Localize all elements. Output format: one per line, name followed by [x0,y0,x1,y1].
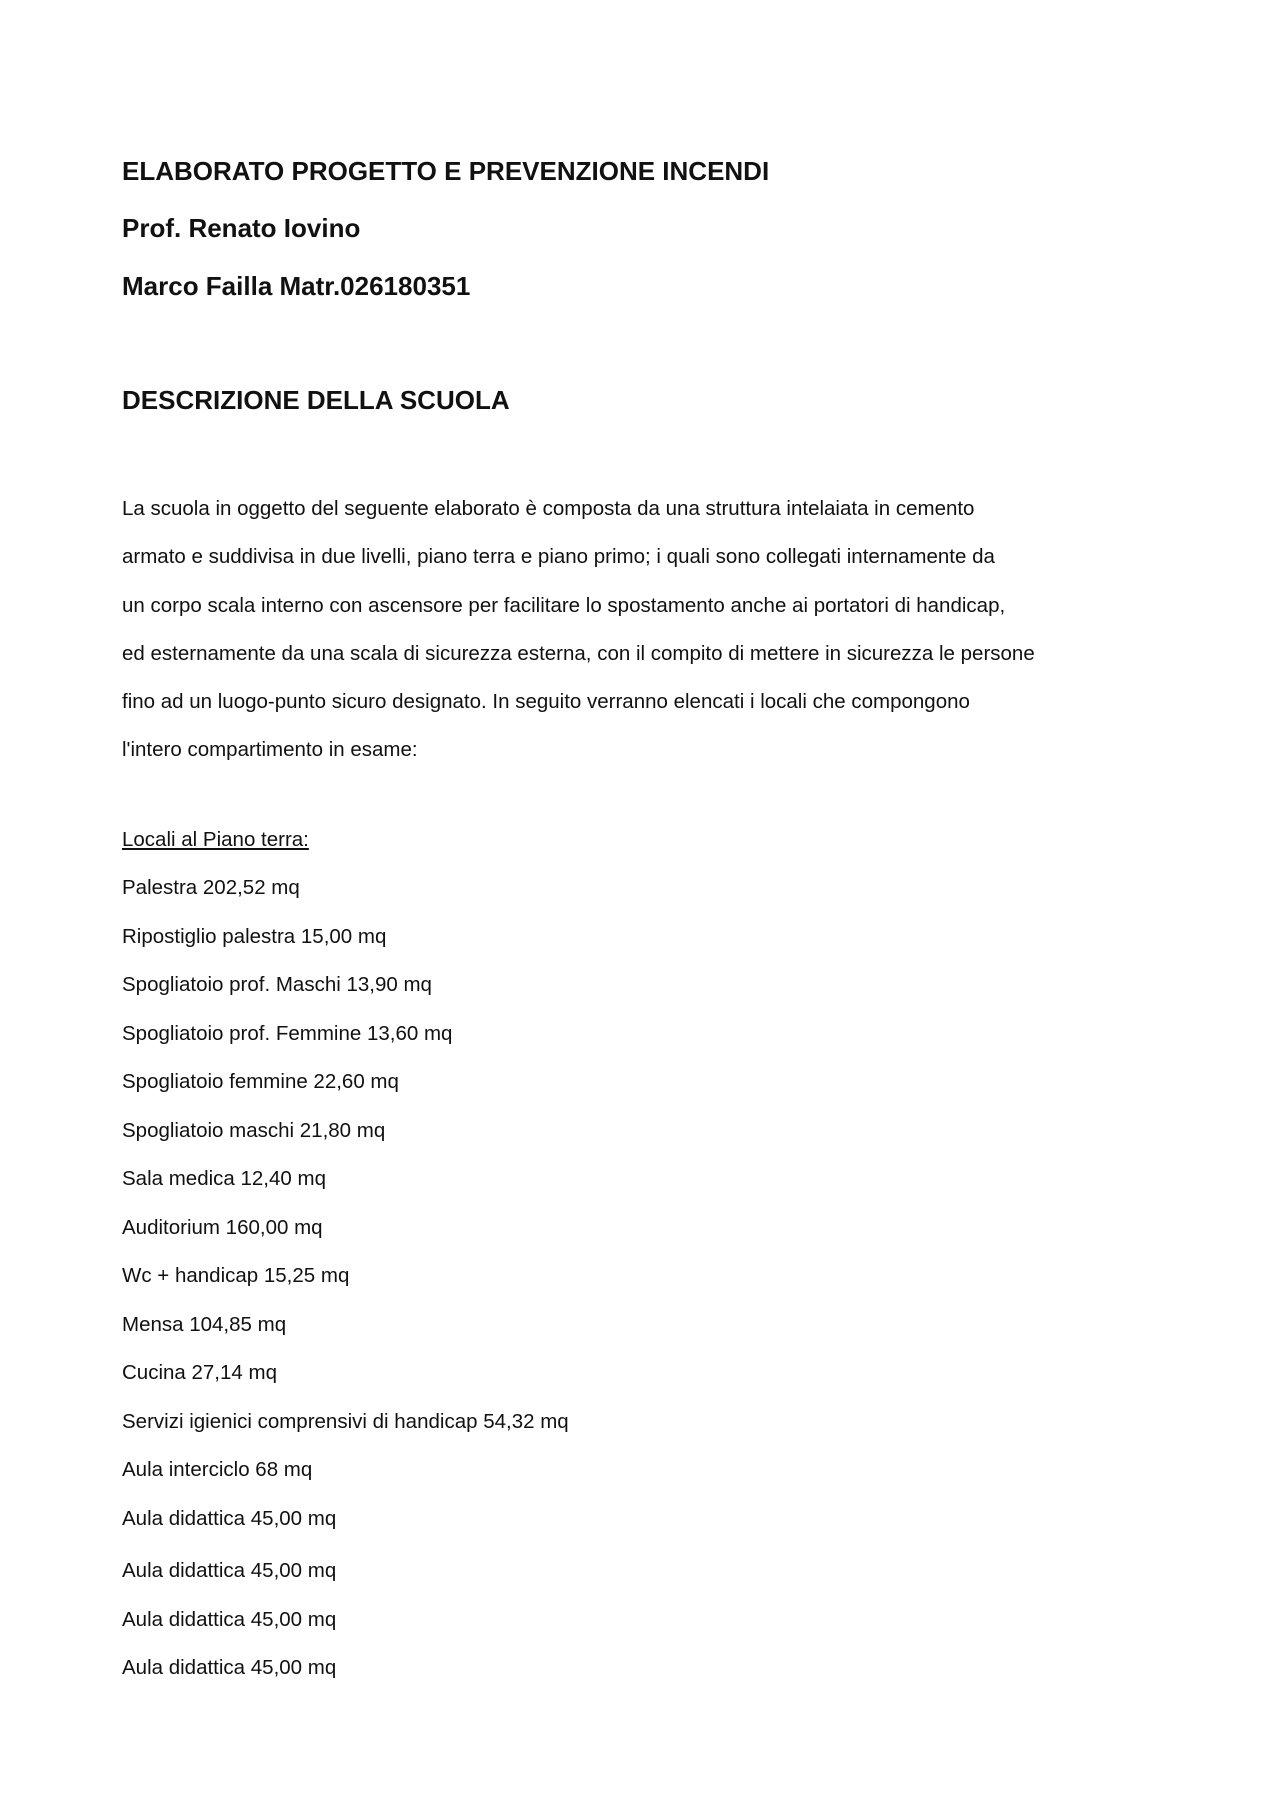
room-item: Sala medica 12,40 mq [122,1167,326,1190]
room-item: Spogliatoio prof. Femmine 13,60 mq [122,1021,453,1045]
room-item: Aula didattica 45,00 mq [122,1506,337,1530]
room-item: Mensa 104,85 mq [122,1312,287,1336]
room-item: Wc + handicap 15,25 mq [122,1264,350,1287]
school-description-paragraph [122,485,1035,775]
paragraph-line: fino ad un luogo-punto sicuro designato. In seguito verranno elencati i locali che compongono [122,690,970,714]
student-name: Marco Failla Matr.026180351 [122,271,471,301]
room-item: Palestra 202,52 mq [122,876,300,899]
room-item: Aula didattica 45,00 mq [122,1607,337,1631]
room-item: Spogliatoio maschi 21,80 mq [122,1118,386,1142]
room-item: Aula didattica 45,00 mq [122,1559,337,1582]
paragraph-line: un corpo scala interno con ascensore per facilitare lo spostamento anche ai portatori di handicap, [122,593,1006,617]
room-item: Ripostiglio palestra 15,00 mq [122,924,387,948]
section-title: DESCRIZIONE DELLA SCUOLA [122,385,510,415]
paragraph-line: armato e suddivisa in due livelli, piano terra e piano primo; i quali sono collegati internamente da [122,545,995,569]
room-item: Aula didattica 45,00 mq [122,1656,337,1679]
room-item: Spogliatoio prof. Maschi 13,90 mq [122,973,432,996]
document-title: ELABORATO PROGETTO E PREVENZIONE INCENDI [122,156,770,186]
room-item: Aula interciclo 68 mq [122,1458,313,1481]
ground-floor-room-list [122,873,569,1702]
room-item: Servizi igienici comprensivi di handicap 54,32 mq [122,1409,569,1433]
room-item: Cucina 27,14 mq [122,1361,277,1384]
paragraph-line: La scuola in oggetto del seguente elaborato è composta da una struttura intelaiata in cemento [122,497,975,520]
ground-floor-heading: Locali al Piano terra: [122,828,309,851]
paragraph-line: ed esternamente da una scala di sicurezza esterna, con il compito di mettere in sicurezza le persone [122,641,1035,665]
paragraph-line: l'intero compartimento in esame: [122,738,418,762]
room-item: Spogliatoio femmine 22,60 mq [122,1070,399,1093]
professor-name: Prof. Renato Iovino [122,213,361,243]
room-item: Auditorium 160,00 mq [122,1215,323,1239]
